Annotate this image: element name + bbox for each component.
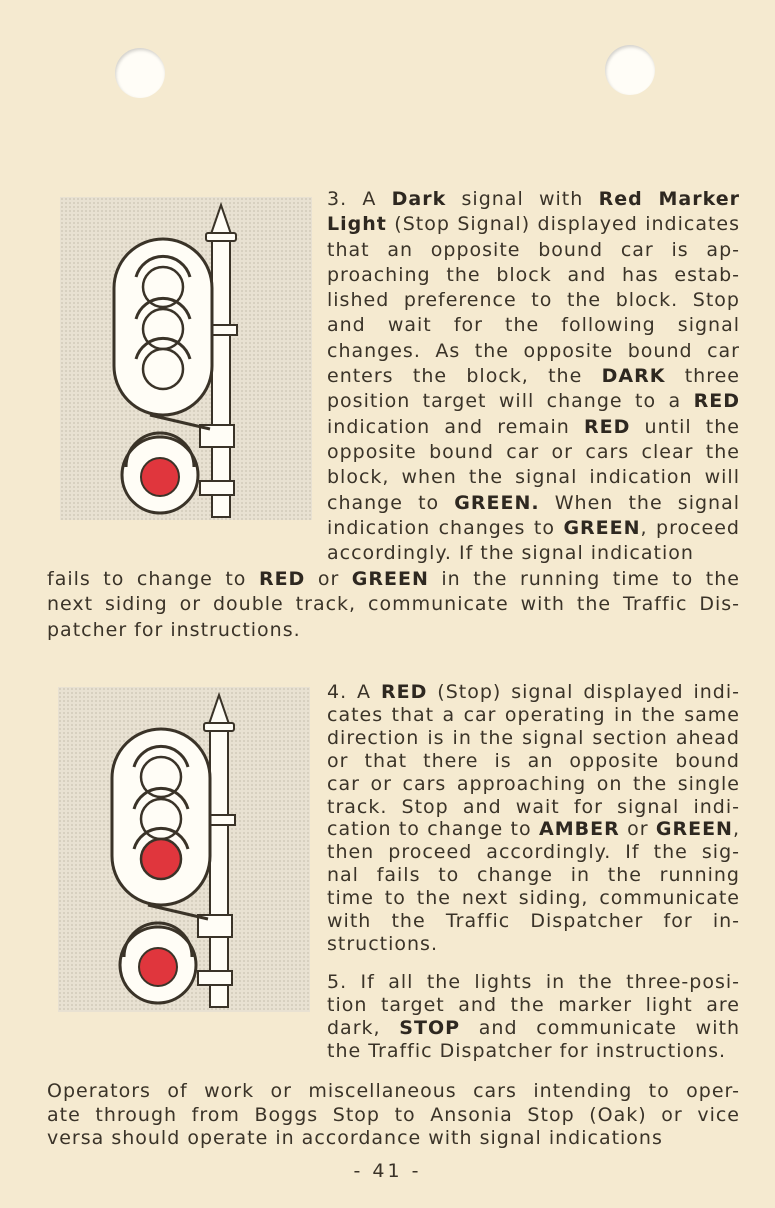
emphasis: RED	[258, 568, 306, 590]
text-line	[327, 465, 740, 490]
text-line	[327, 1017, 740, 1040]
red-marker-light	[139, 948, 177, 986]
text-line	[327, 415, 740, 440]
text-line	[47, 1127, 740, 1151]
text-run: or that there is an opposite bound	[327, 749, 740, 772]
text-run: changes. As the opposite bound car	[327, 339, 740, 362]
text-line	[327, 864, 740, 887]
text-run: ate through from Boggs Stop to Ansonia Stop (Oak) or vice	[47, 1103, 740, 1126]
text-run: direction is in the signal section ahead	[327, 726, 740, 749]
text-line	[47, 618, 740, 643]
text-run: opposite bound car or cars clear the	[327, 440, 740, 463]
text-line	[327, 238, 740, 263]
text-line	[47, 1080, 740, 1104]
text-line	[327, 339, 740, 364]
text-run: proaching the block and has estab-	[327, 263, 740, 286]
emphasis: RED	[583, 415, 631, 438]
dark-signal-illustration	[60, 197, 312, 520]
emphasis: GREEN	[563, 516, 641, 539]
text-run: 5. If all the lights in the three-posi-	[327, 971, 740, 993]
emphasis: Red Marker	[598, 188, 740, 210]
marker-arm	[150, 415, 210, 429]
text-run: time to the next siding, communicate	[327, 887, 740, 910]
closing-paragraph	[47, 1080, 740, 1151]
text-line	[327, 212, 740, 237]
text-line	[327, 727, 740, 750]
emphasis: DARK	[601, 365, 666, 388]
text-line	[327, 933, 740, 956]
text-line	[327, 389, 740, 414]
text-run: accordingly. If the signal indication	[327, 542, 694, 565]
text-run: change to	[327, 491, 455, 514]
emphasis: GREEN.	[454, 491, 540, 514]
text-run: nal fails to change in the running	[327, 864, 740, 887]
text-run: or	[619, 818, 656, 841]
text-run: , proceed	[640, 516, 740, 539]
text-run: block, when the signal indication will	[327, 466, 740, 489]
text-line	[327, 440, 740, 465]
text-run: patcher for instructions.	[47, 618, 301, 641]
text-run: cation to change to	[327, 818, 539, 841]
signal-mast	[212, 237, 230, 517]
text-run: ,	[732, 818, 740, 841]
text-run: or	[305, 568, 352, 590]
text-run: in the running time to the	[428, 568, 740, 590]
marker-arm	[148, 905, 208, 919]
text-run: versa should operate in accordance with signal indications	[47, 1127, 663, 1149]
text-run: fails to change to	[47, 568, 259, 590]
text-line	[327, 994, 740, 1017]
signal-mast	[210, 727, 228, 1007]
text-line	[327, 681, 740, 704]
text-run: track. Stop and wait for signal indi-	[327, 795, 740, 818]
text-line	[327, 841, 740, 864]
text-run: indication and remain	[327, 415, 584, 438]
text-line	[327, 263, 740, 288]
red-marker-light	[141, 458, 179, 496]
emphasis: RED	[380, 681, 428, 703]
text-line	[327, 187, 740, 212]
dark-light	[143, 349, 183, 389]
rule-4-text	[327, 681, 740, 956]
text-run: 4. A	[327, 681, 381, 703]
lower-bracket	[200, 481, 234, 495]
page-number: - 41 -	[353, 1160, 422, 1182]
text-line	[327, 516, 740, 541]
punch-hole-right	[605, 45, 655, 95]
text-line	[327, 971, 740, 994]
text-run: then proceed accordingly. If the sig-	[327, 841, 740, 864]
text-line	[327, 313, 740, 338]
text-line	[47, 592, 740, 617]
text-run: position target will change to a	[327, 390, 694, 413]
mast-cap	[204, 723, 234, 731]
text-run: and wait for the following signal	[327, 314, 740, 337]
red-light	[141, 839, 181, 879]
text-line	[47, 567, 740, 592]
text-run: tion target and the marker light are	[327, 993, 740, 1016]
text-run: When the signal	[539, 491, 740, 514]
rule-3-continuation	[47, 567, 740, 643]
text-line	[47, 1104, 740, 1128]
text-run: that an opposite bound car is ap-	[327, 238, 740, 261]
text-run: the Traffic Dispatcher for instructions.	[327, 1039, 727, 1062]
emphasis: GREEN	[351, 568, 429, 590]
text-run: indication changes to	[327, 516, 564, 539]
text-line	[327, 364, 740, 389]
rule-3-text	[327, 187, 740, 566]
red-signal-figure	[58, 687, 310, 1012]
text-run: and communicate with	[460, 1016, 740, 1039]
text-run: three	[665, 365, 740, 388]
emphasis: STOP	[399, 1016, 461, 1039]
text-line	[327, 773, 740, 796]
text-run: signal with	[446, 188, 599, 210]
text-run: structions.	[327, 932, 438, 955]
dark-signal-figure	[60, 197, 312, 520]
text-line	[327, 704, 740, 727]
text-line	[327, 796, 740, 819]
text-run: enters the block, the	[327, 365, 602, 388]
text-run: until the	[630, 415, 740, 438]
text-run: cates that a car operating in the same	[327, 703, 740, 726]
rule-5-text	[327, 971, 740, 1063]
text-line	[327, 1040, 740, 1063]
text-run: car or cars approaching on the single	[327, 772, 740, 795]
text-run: 3. A	[327, 188, 392, 210]
emphasis: Light	[327, 213, 387, 236]
text-line	[327, 750, 740, 773]
text-line	[327, 491, 740, 516]
text-line	[327, 887, 740, 910]
text-line	[327, 541, 740, 566]
text-run: (Stop) signal displayed indi-	[427, 681, 740, 703]
text-run: (Stop Signal) displayed indicates	[386, 213, 740, 236]
text-run: Operators of work or miscellaneous cars intending to oper-	[47, 1080, 740, 1102]
text-run: next siding or double track, communicate with the Traffic Dis-	[47, 593, 740, 616]
emphasis: Dark	[391, 188, 447, 210]
punch-hole-left	[115, 48, 165, 98]
emphasis: RED	[693, 390, 740, 413]
text-run: with the Traffic Dispatcher for in-	[327, 910, 740, 933]
text-line	[327, 910, 740, 933]
mast-cap	[206, 233, 236, 241]
text-run: dark,	[327, 1016, 400, 1039]
lower-bracket	[198, 971, 232, 985]
emphasis: GREEN	[655, 818, 733, 841]
red-signal-illustration	[58, 687, 310, 1012]
text-run: lished preference to the block. Stop	[327, 289, 740, 312]
text-line	[327, 288, 740, 313]
emphasis: AMBER	[539, 818, 620, 841]
text-line	[327, 818, 740, 841]
